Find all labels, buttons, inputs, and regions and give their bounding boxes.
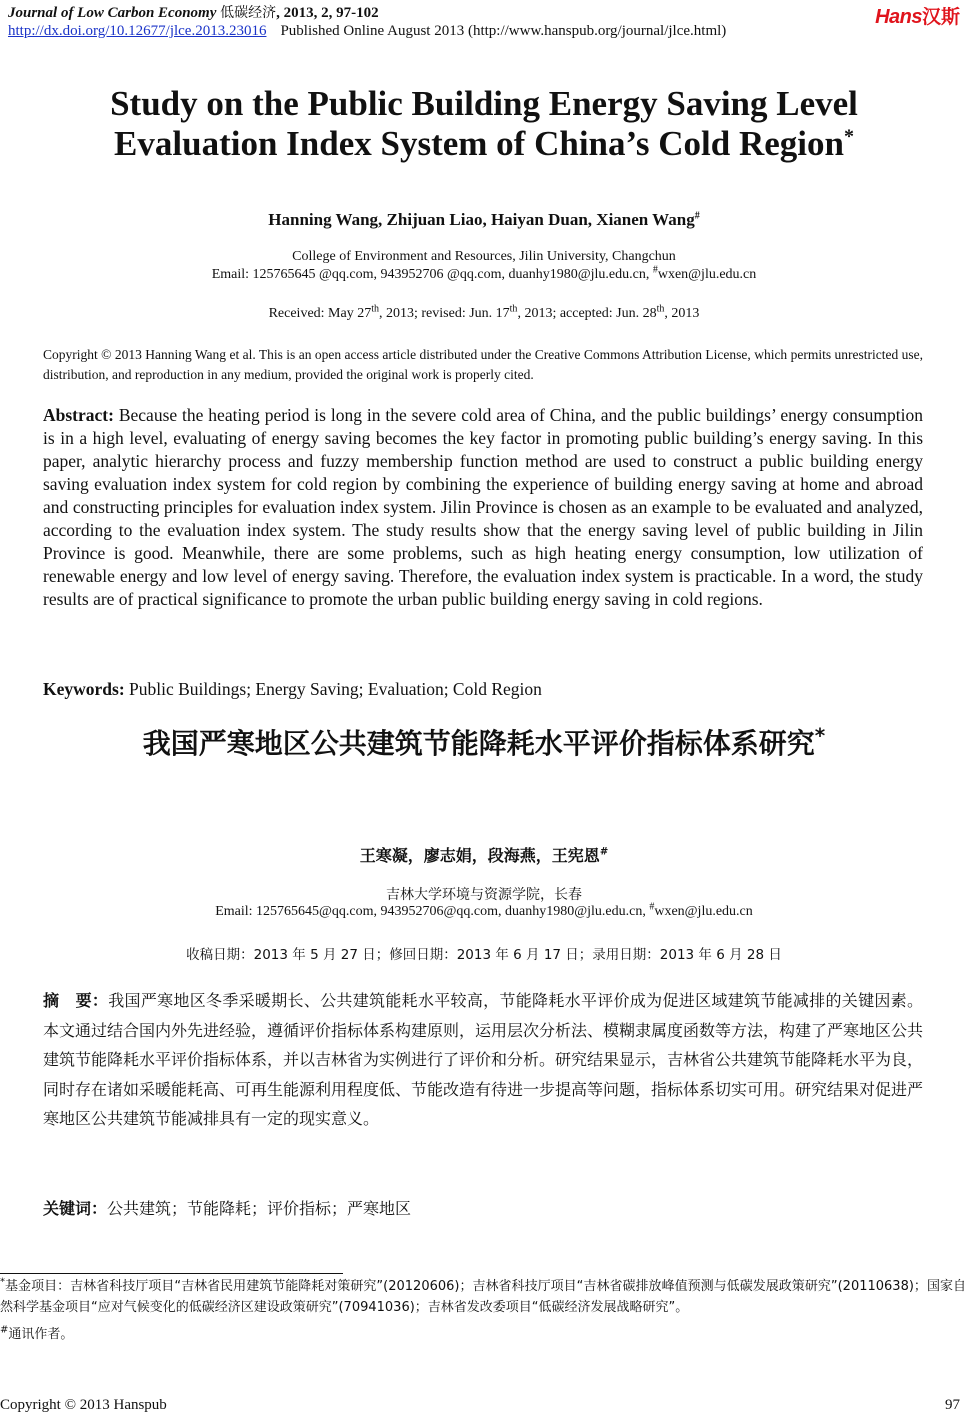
footnote-divider bbox=[0, 1273, 343, 1274]
chinese-abstract-label: 摘 要： bbox=[43, 991, 109, 1010]
received-date: Received: May 27 bbox=[268, 306, 372, 321]
chinese-authors bbox=[0, 843, 968, 866]
keywords-text: Public Buildings; Energy Saving; Evaluation; Cold Region bbox=[124, 679, 542, 699]
chinese-title-text: 我国严寒地区公共建筑节能降耗水平评价指标体系研究 bbox=[142, 727, 815, 760]
english-keywords bbox=[43, 679, 542, 700]
corresponding-footnote bbox=[0, 1324, 966, 1345]
chinese-title bbox=[0, 722, 968, 762]
english-dates bbox=[0, 303, 968, 322]
revised-sup: th bbox=[509, 303, 518, 315]
logo-brand: Hans bbox=[875, 6, 922, 28]
corresponding-footnote-text: 通讯作者。 bbox=[8, 1327, 74, 1342]
published-info: Published Online August 2013 (http://www.hanspub.org/journal/jlce.html) bbox=[280, 23, 727, 39]
chinese-keywords bbox=[43, 1196, 411, 1219]
chinese-emails bbox=[0, 901, 968, 920]
journal-name-cn: 低碳经济 bbox=[220, 5, 277, 21]
footer-copyright: Copyright © 2013 Hanspub bbox=[0, 1397, 167, 1413]
chinese-title-mark: * bbox=[814, 723, 826, 748]
abstract-label: Abstract: bbox=[43, 405, 114, 425]
revised-date: , 2013; revised: Jun. 17 bbox=[379, 306, 510, 321]
chinese-affiliation: 吉林大学环境与资源学院，长春 bbox=[386, 887, 582, 903]
doi-link[interactable]: http://dx.doi.org/10.12677/jlce.2013.23016 bbox=[8, 23, 267, 39]
english-authors bbox=[0, 210, 968, 230]
doi-line bbox=[8, 23, 726, 40]
funding-text: 基金项目：吉林省科技厅项目“吉林省民用建筑节能降耗对策研究”(20120606)；吉林省科技厅项目“吉林省碳排放峰值预测与低碳发展政策研究”(20110638)；国家自然科学基金项目“应对气候变化的低碳经济区建设政策研究”(70941036)；吉林省发改委项目“低碳经济发展战略研究”。 bbox=[0, 1279, 966, 1315]
english-affiliation: College of Environment and Resources, Jilin University, Changchun bbox=[292, 249, 676, 264]
publisher-logo bbox=[875, 2, 960, 29]
accepted-year: , 2013 bbox=[664, 306, 700, 321]
funding-mark: * bbox=[0, 1276, 5, 1288]
chinese-keywords-label: 关键词： bbox=[43, 1199, 108, 1218]
footnotes bbox=[0, 1276, 966, 1345]
email-corresponding-mark: # bbox=[652, 264, 658, 276]
chinese-abstract bbox=[43, 986, 923, 1134]
accepted-date: , 2013; accepted: Jun. 28 bbox=[517, 306, 657, 321]
accepted-sup: th bbox=[656, 303, 665, 315]
chinese-authors-list: 王寒凝，廖志娟，段海燕，王宪恩 bbox=[359, 846, 600, 865]
chinese-email-list: Email: 125765645@qq.com, 943952706@qq.com, duanhy1980@jlu.edu.cn, bbox=[215, 904, 650, 919]
chinese-abstract-text: 我国严寒地区冬季采暖期长、公共建筑能耗水平较高，节能降耗水平评价成为促进区域建筑节能减排的关键因素。本文通过结合国内外先进经验，遵循评价指标体系构建原则，运用层次分析法、模糊隶属度函数等方法，构建了严寒地区公共建筑节能降耗水平评价指标体系，并以吉林省为实例进行了评价和分析。研究结果显示，吉林省公共建筑节能降耗水平为良，同时存在诸如采暖能耗高、可再生能源利用程度低、节能改造有待进一步提高等问题，指标体系切实可用。研究结果对促进严寒地区公共建筑节能减排具有一定的现实意义。 bbox=[43, 991, 924, 1128]
chinese-dates: 收稿日期：2013 年 5 月 27 日；修回日期：2013 年 6 月 17 日；录用日期：2013 年 6 月 28 日 bbox=[186, 947, 782, 963]
corresponding-footnote-mark: # bbox=[0, 1324, 9, 1336]
received-sup: th bbox=[371, 303, 379, 315]
keywords-label: Keywords: bbox=[43, 679, 125, 699]
volume-info: , 2013, 2, 97-102 bbox=[276, 5, 379, 21]
corresponding-mark: # bbox=[694, 210, 700, 222]
english-abstract bbox=[43, 404, 923, 611]
email-corresponding: wxen@jlu.edu.cn bbox=[657, 267, 757, 282]
english-title bbox=[0, 84, 968, 164]
logo-brand-cn: 汉斯 bbox=[921, 6, 960, 28]
chinese-keywords-text: 公共建筑；节能降耗；评价指标；严寒地区 bbox=[107, 1199, 412, 1218]
funding-footnote bbox=[0, 1276, 966, 1318]
journal-name: Journal of Low Carbon Economy bbox=[8, 5, 217, 21]
english-title-line2: Evaluation Index System of China’s Cold Region bbox=[114, 124, 844, 163]
chinese-email-mark: # bbox=[649, 901, 655, 913]
english-authors-list: Hanning Wang, Zhijuan Liao, Haiyan Duan, Xianen Wang bbox=[268, 210, 695, 229]
english-emails bbox=[0, 264, 968, 283]
journal-header bbox=[8, 2, 379, 22]
page-number: 97 bbox=[945, 1397, 960, 1413]
license-note: Copyright © 2013 Hanning Wang et al. This is an open access article distributed under the Creative Commons Attribution License, which permits unrestricted use, distribution, and reproduction in any medium, provided the original work is properly cited. bbox=[43, 347, 923, 382]
title-footnote-mark: * bbox=[843, 125, 854, 148]
email-list: Email: 125765645 @qq.com, 943952706 @qq.com, duanhy1980@jlu.edu.cn, bbox=[211, 267, 653, 282]
chinese-email-corresponding: wxen@jlu.edu.cn bbox=[654, 904, 753, 919]
english-title-line1: Study on the Public Building Energy Saving Level bbox=[110, 84, 858, 123]
chinese-corresponding-mark: # bbox=[599, 846, 609, 858]
abstract-text: Because the heating period is long in the severe cold area of China, and the public buildings’ energy consumption is in a high level, evaluating of energy saving becomes the key factor in promoting public building’s energy saving. In this paper, analytic hierarchy process and fuzzy membership function method are used to construct a public building energy saving evaluation index system for cold region by combining the experience of building energy saving at home and abroad and constructing principles for evaluation index system. Jilin Province is chosen as an example to be evaluated and analyzed, according to the evaluation index system. The study results show that the energy saving level of public building in Jilin Province is good. Meanwhile, there are some problems, such as high heating energy consumption, low utilization of renewable energy and low level of energy saving. Therefore, the evaluation index system is practicable. In a word, the study results are of practical significance to promote the urban public building energy saving in cold regions. bbox=[43, 405, 923, 609]
